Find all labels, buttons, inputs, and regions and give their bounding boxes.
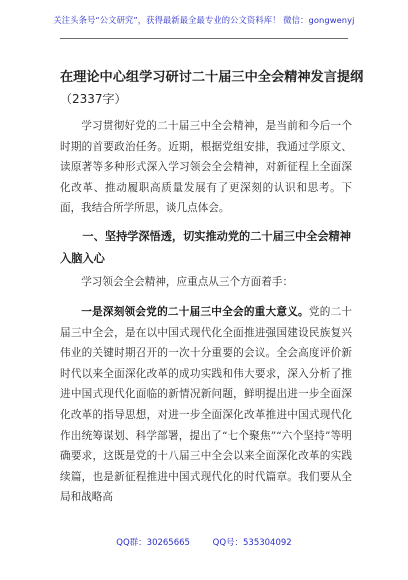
point-1-text: 党的二十届三中全会，是在以中国式现代化全面推进强国建设民族复兴伟业的关键时期召开的一次十分重要的会议。全会高度评价新时代以来全面深化改革的成功实践和伟大要求，深入分析了推进中国式现代化面临的新情况新问题，鲜明提出进一步全面深化改革的指导思想，对进一步全面深化改革推进中国式现代化作出统筹谋划、科学部署，提出了“七个聚焦”“六个坚持”等明确要求，这既是党的十八届三中全会以来全面深化改革的实践续篇，也是新征程推进中国式现代化的时代篇章。我们要从全局和战略高 (60, 306, 353, 504)
point-1-bold-lead: 一是深刻领会党的二十届三中全会的重大意义。 (81, 306, 309, 318)
section-heading-1: 一、坚持学深悟透，切实推动党的二十届三中全会精神入脑入心 (60, 230, 351, 265)
footer-qq-group: QQ群：30265665 (116, 538, 190, 548)
point-1-paragraph (60, 302, 352, 508)
header-divider (60, 38, 348, 39)
intro-paragraph: 学习贯彻好党的二十届三中全会精神，是当前和今后一个时期的首要政治任务。近期，根据党组安排，我通过学原文、读原著等多种形式深入学习领会全会精神，对新征程上全面深化改革、推动履职高质量发展有了更深刻的认识和思考。下面，我结合所学所思，谈几点体会。 (60, 120, 352, 215)
word-count: （2337字） (60, 92, 127, 106)
section-lead-paragraph: 学习领会全会精神，应重点从三个方面着手： (81, 276, 294, 288)
document-title: 在理论中心组学习研讨二十届三中全会精神发言提纲 (60, 70, 364, 85)
footer-contact (0, 536, 408, 548)
header-banner: 关注头条号“公文研究”，获得最新最全最专业的公文资料库！ 微信：gongwenyj (53, 15, 355, 25)
footer-qq-number: QQ号：535304092 (212, 538, 292, 548)
